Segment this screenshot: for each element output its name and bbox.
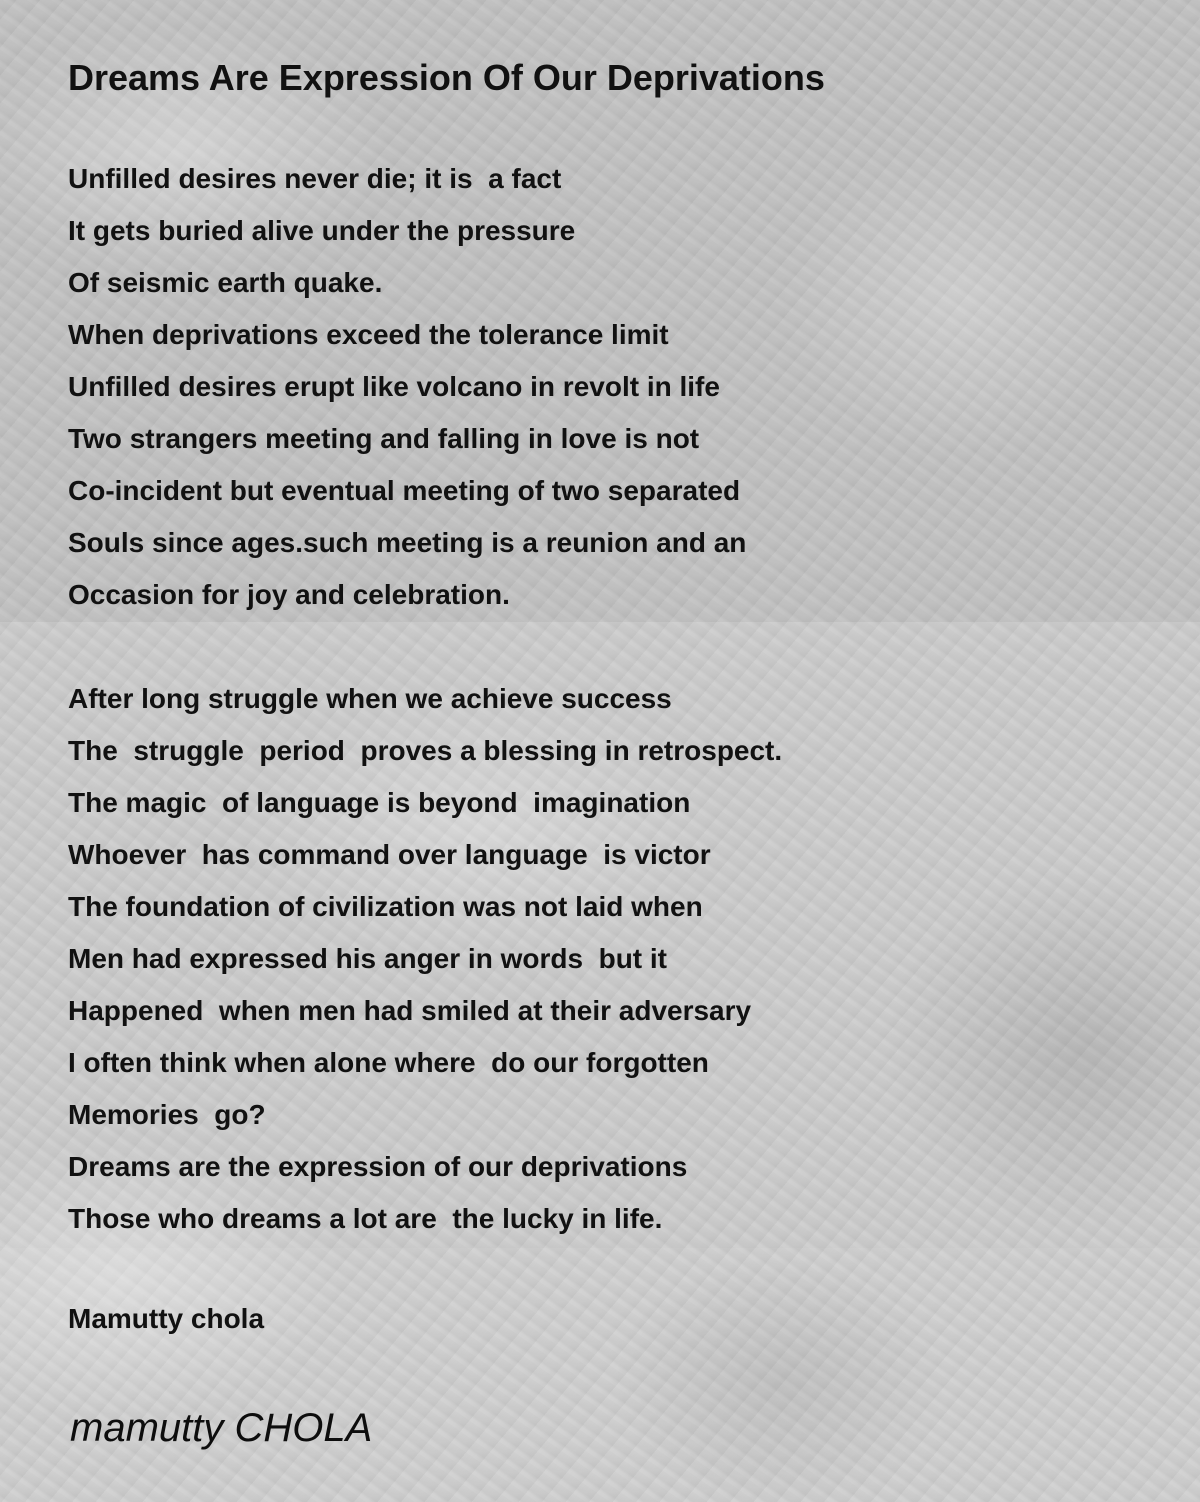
poem-line: Occasion for joy and celebration. — [68, 579, 510, 610]
poem-author: Mamutty chola — [68, 1303, 265, 1334]
poem-line: Whoever has command over language is victor — [68, 839, 711, 870]
poem-title: Dreams Are Expression Of Our Deprivations — [68, 57, 825, 98]
poem-line: After long struggle when we achieve success — [68, 683, 672, 714]
poem-line: Happened when men had smiled at their adversary — [68, 995, 752, 1026]
poem-line: Men had expressed his anger in words but it — [68, 943, 668, 974]
poem-line: Co-incident but eventual meeting of two separated — [68, 475, 741, 506]
poem-line: When deprivations exceed the tolerance limit — [68, 319, 669, 350]
poem-line: The magic of language is beyond imagination — [68, 787, 691, 818]
poem-line: Memories go? — [68, 1099, 266, 1130]
poem-line: The foundation of civilization was not laid when — [68, 891, 703, 922]
stanza-1 — [68, 153, 746, 621]
background-band-bottom — [0, 1248, 1200, 1502]
poem-line: Dreams are the expression of our deprivations — [68, 1151, 688, 1182]
poem-line: Souls since ages.such meeting is a reunion and an — [68, 527, 747, 558]
poem-line: Two strangers meeting and falling in love is not — [68, 423, 700, 454]
poem-line: Those who dreams a lot are the lucky in life. — [68, 1203, 663, 1234]
poem-line: It gets buried alive under the pressure — [68, 215, 576, 246]
poem-line: Unfilled desires erupt like volcano in revolt in life — [68, 371, 720, 402]
poem-line: The struggle period proves a blessing in retrospect. — [68, 735, 783, 766]
stanza-2 — [68, 673, 782, 1245]
poem-line: I often think when alone where do our forgotten — [68, 1047, 709, 1078]
author-signature: mamutty CHOLA — [70, 1406, 373, 1450]
poem-line: Unfilled desires never die; it is a fact — [68, 163, 562, 194]
poem-line: Of seismic earth quake. — [68, 267, 383, 298]
